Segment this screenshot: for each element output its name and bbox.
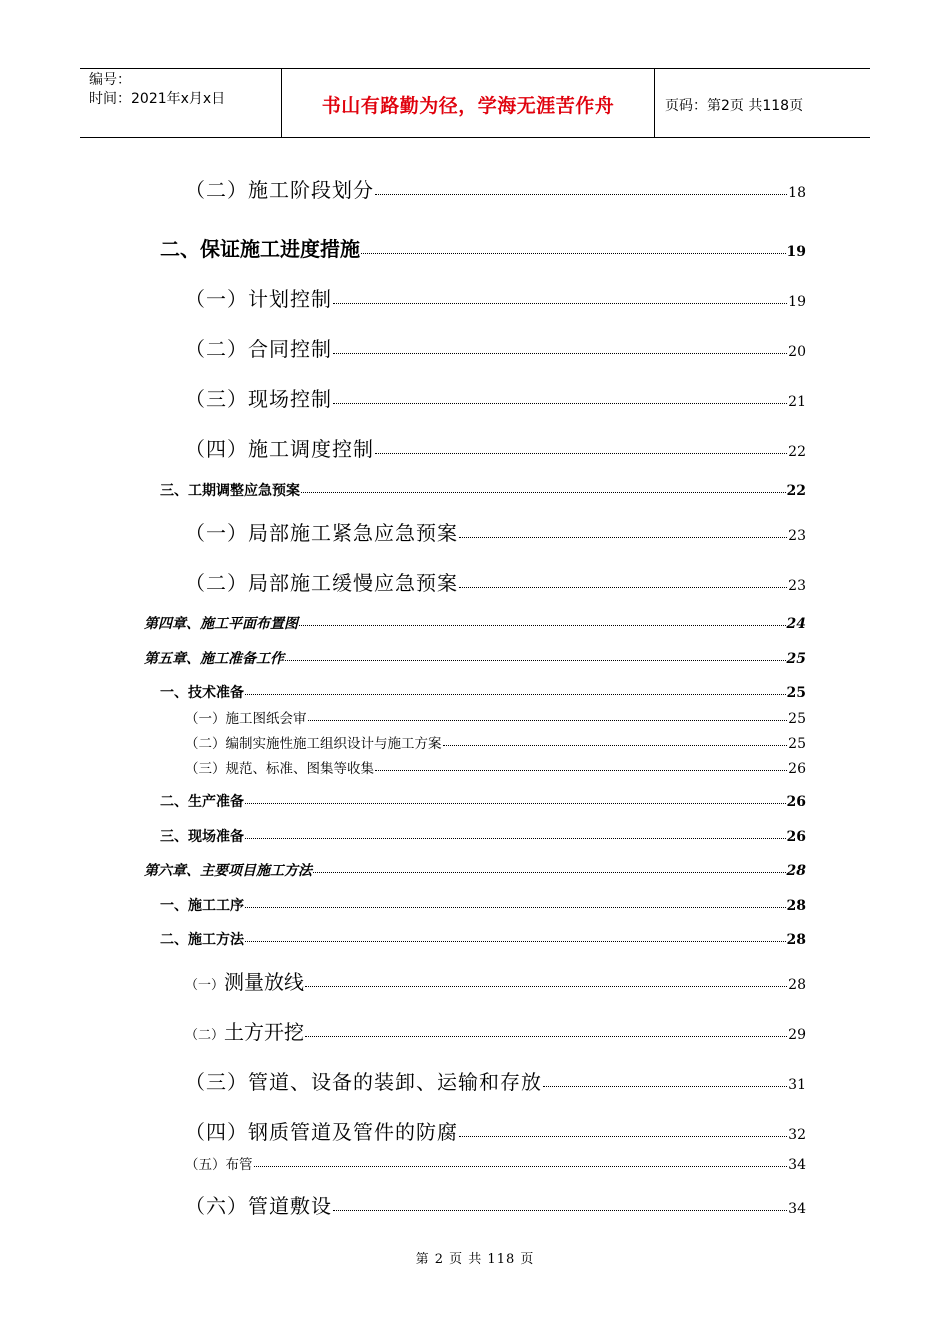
toc-entry-page: 20 (788, 344, 806, 360)
toc-entry[interactable] (160, 826, 806, 846)
toc-leader (305, 1036, 787, 1037)
toc-entry-prefix: （一） (185, 978, 225, 993)
toc-entry-page: 25 (788, 736, 806, 752)
header-date: 时间：2021年x月x日 (89, 91, 226, 107)
toc-entry[interactable] (144, 613, 806, 633)
toc-entry-text: （一）计划控制 (185, 287, 332, 311)
toc-entry-page: 18 (788, 185, 806, 201)
toc-entry[interactable] (185, 1153, 806, 1173)
toc-leader (333, 303, 787, 304)
toc-entry-page: 28 (788, 977, 806, 993)
toc-entry-prefix: （二） (185, 1028, 225, 1043)
header-motto: 书山有路勤为径，学海无涯苦作舟 (321, 95, 615, 117)
toc-entry-page: 34 (788, 1157, 806, 1173)
toc-entry-page: 26 (788, 761, 806, 777)
toc-entry-text: 二、保证施工进度措施 (160, 237, 360, 261)
toc-entry-page: 21 (788, 394, 806, 410)
toc-entry-text: 一、技术准备 (160, 685, 244, 701)
toc-leader (543, 1086, 787, 1087)
toc-leader (254, 1166, 788, 1167)
toc-entry[interactable] (185, 517, 806, 546)
toc-leader (333, 403, 787, 404)
toc-leader (305, 986, 787, 987)
toc-entry-text (185, 1016, 304, 1045)
toc-entry-text: （二）局部施工缓慢应急预案 (185, 571, 458, 595)
toc-entry[interactable] (185, 1190, 806, 1219)
toc-entry-text: （二）合同控制 (185, 337, 332, 361)
header-page-info: 页码：第2页 共118页 (665, 98, 804, 114)
toc-entry-text: 一、施工工序 (160, 898, 244, 914)
toc-entry-text: 第六章、主要项目施工方法 (144, 863, 312, 879)
toc-leader (375, 453, 787, 454)
toc-entry-page: 22 (786, 483, 806, 499)
toc-entry-text: 三、工期调整应急预案 (160, 483, 300, 499)
toc-entry[interactable] (160, 791, 806, 811)
toc-entry[interactable] (185, 1066, 806, 1095)
toc-entry-page: 25 (786, 685, 806, 701)
toc-leader (459, 1136, 787, 1137)
toc-leader (308, 720, 788, 721)
toc-entry[interactable] (185, 433, 806, 462)
header-number: 编号： (89, 72, 131, 88)
toc-entry-text: 第四章、施工平面布置图 (144, 616, 298, 632)
toc-leader (299, 625, 786, 626)
toc-entry[interactable] (185, 333, 806, 362)
toc-leader (245, 907, 786, 908)
toc-entry-text: 二、施工方法 (160, 932, 244, 948)
toc-entry-page: 25 (786, 651, 806, 667)
toc-entry[interactable] (160, 895, 806, 915)
toc-entry-page: 23 (788, 578, 806, 594)
toc-entry[interactable] (144, 648, 806, 668)
toc-entry[interactable] (185, 732, 806, 752)
toc-entry-page: 24 (786, 616, 806, 632)
toc-entry[interactable] (185, 1016, 806, 1045)
toc-leader (333, 1210, 787, 1211)
toc-entry-text: （三）现场控制 (185, 387, 332, 411)
toc-leader (245, 694, 786, 695)
toc-entry-page: 28 (786, 863, 806, 879)
toc-entry-text: （六）管道敷设 (185, 1194, 332, 1218)
toc-leader (333, 353, 787, 354)
toc-leader (459, 587, 787, 588)
toc-entry-page: 28 (786, 932, 806, 948)
toc-entry-page: 31 (788, 1077, 806, 1093)
toc-entry-page: 29 (788, 1027, 806, 1043)
toc-entry[interactable] (160, 480, 806, 500)
page-header (80, 68, 870, 138)
toc-entry-text: （二）编制实施性施工组织设计与施工方案 (185, 736, 442, 752)
toc-entry[interactable] (185, 283, 806, 312)
toc-entry-page: 22 (788, 444, 806, 460)
toc-leader (361, 253, 786, 254)
toc-entry-text: 二、生产准备 (160, 794, 244, 810)
toc-leader (375, 194, 787, 195)
toc-leader (459, 537, 787, 538)
header-meta (89, 71, 225, 109)
toc-entry[interactable] (185, 383, 806, 412)
toc-entry-text: （五）布管 (185, 1157, 253, 1173)
toc-entry-title: 土方开挖 (224, 1020, 305, 1044)
toc-entry-text: 三、现场准备 (160, 829, 244, 845)
toc-entry[interactable] (160, 929, 806, 949)
toc-leader (301, 492, 786, 493)
toc-entry-page: 23 (788, 528, 806, 544)
toc-entry-page: 28 (786, 898, 806, 914)
toc-leader (285, 660, 786, 661)
toc-leader (245, 941, 786, 942)
toc-entry[interactable] (185, 1116, 806, 1145)
toc-entry-text: （一）施工图纸会审 (185, 711, 307, 727)
page-footer: 第 2 页 共 118 页 (415, 1252, 535, 1267)
toc-entry-text: （四）钢质管道及管件的防腐 (185, 1120, 458, 1144)
toc-entry-text: （二）施工阶段划分 (185, 178, 374, 202)
toc-entry-page: 26 (786, 829, 806, 845)
toc-entry-page: 19 (786, 244, 806, 260)
toc-entry-page: 25 (788, 711, 806, 727)
toc-entry[interactable] (185, 174, 806, 203)
toc-entry-text: 第五章、施工准备工作 (144, 651, 284, 667)
toc-entry[interactable] (185, 567, 806, 596)
toc-entry-text: （三）规范、标准、图集等收集 (185, 761, 374, 777)
toc-entry-text: （一）局部施工紧急应急预案 (185, 521, 458, 545)
toc-entry-page: 32 (788, 1127, 806, 1143)
toc-entry[interactable] (185, 707, 806, 727)
toc-leader (245, 838, 786, 839)
toc-entry[interactable] (144, 860, 806, 880)
toc-leader (245, 803, 786, 804)
toc-leader (313, 872, 786, 873)
header-divider (654, 69, 655, 137)
toc-entry-text: （三）管道、设备的装卸、运输和存放 (185, 1070, 542, 1094)
toc-entry-text: （四）施工调度控制 (185, 437, 374, 461)
toc-entry[interactable] (160, 233, 806, 262)
toc-entry[interactable] (160, 682, 806, 702)
toc-entry-text (185, 966, 304, 995)
toc-entry-page: 26 (786, 794, 806, 810)
toc-entry[interactable] (185, 966, 806, 995)
toc-leader (375, 770, 787, 771)
toc-entry-page: 19 (788, 294, 806, 310)
toc-leader (443, 745, 788, 746)
toc-entry[interactable] (185, 757, 806, 777)
toc-entry-page: 34 (788, 1201, 806, 1217)
toc-entry-title: 测量放线 (224, 970, 305, 994)
